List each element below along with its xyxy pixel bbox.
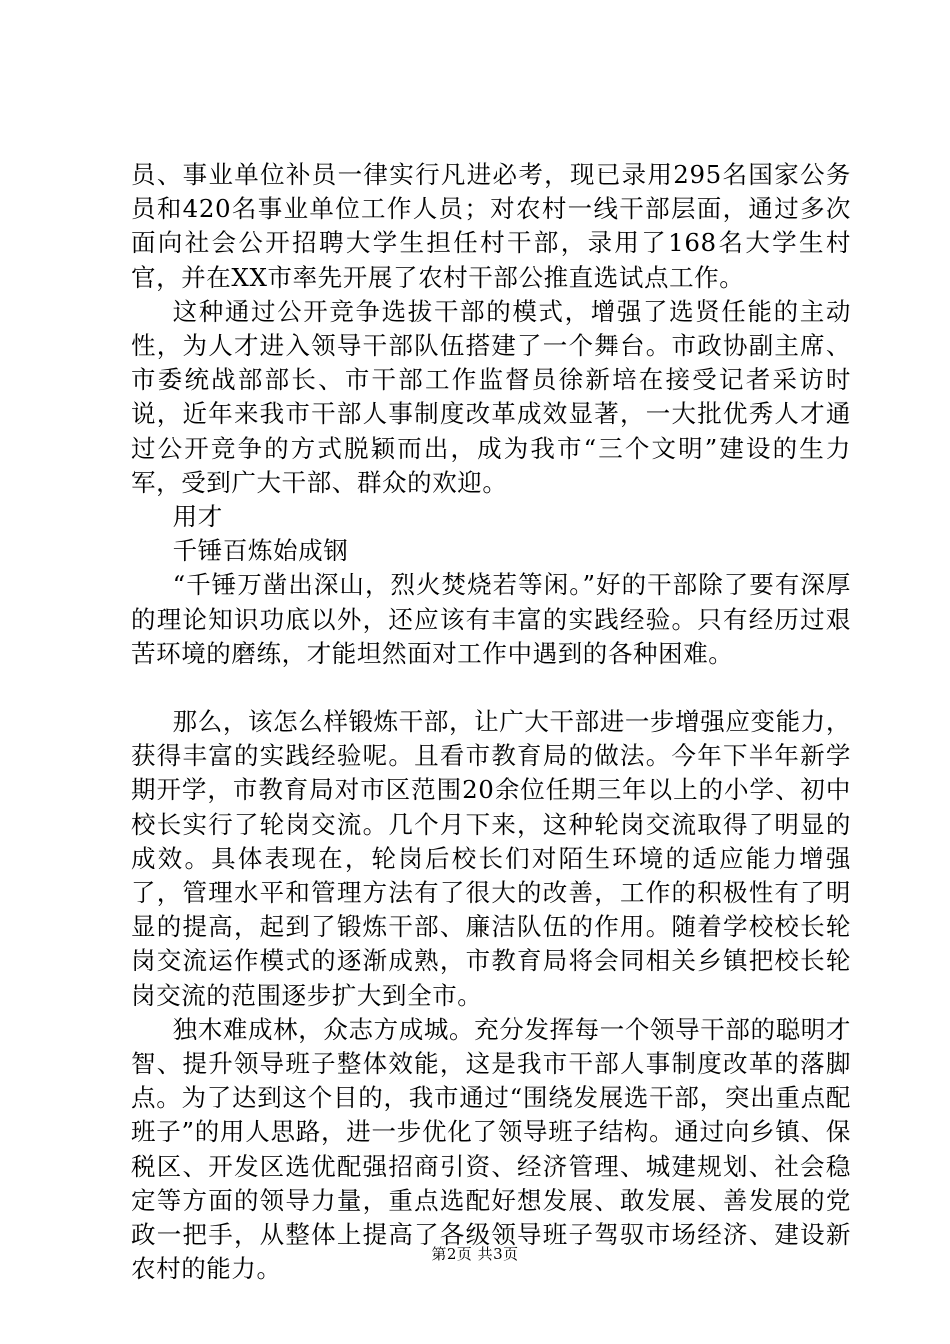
section-subheading: 千锤百炼始成钢 <box>172 536 349 566</box>
paragraph-open-competition: 这种通过公开竞争选拔干部的模式，增强了选贤任能的主动性，为人才进入领导干部队伍搭建了一个舞台。市政协副主席、市委统战部部长、市干部工作监督员徐新培在接受记者采访时说，近年来我市干部人事制度改革成效显著，一大批优秀人才通过公开竞争的方式脱颖而出，成为我市“三个文明”建设的生力军，受到广大干部、群众的欢迎。 <box>131 296 851 497</box>
paragraph-principal-rotation: 那么，该怎么样锻炼干部，让广大干部进一步增强应变能力，获得丰富的实践经验呢。且看市教育局的做法。今年下半年新学期开学，市教育局对市区范围20余位任期三年以上的小学、初中校长实行了轮岗交流。几个月下来，这种轮岗交流取得了明显的成效。具体表现在，轮岗后校长们对陌生环境的适应能力增强了，管理水平和管理方法有了很大的改善，工作的积极性有了明显的提高，起到了锻炼干部、廉洁队伍的作用。随着学校校长轮岗交流运作模式的逐渐成熟，市教育局将会同相关乡镇把校长轮岗交流的范围逐步扩大到全市。 <box>131 707 851 1010</box>
paragraph-recruitment-continued: 员、事业单位补员一律实行凡进必考，现已录用295名国家公务员和420名事业单位工作人员；对农村一线干部层面，通过多次面向社会公开招聘大学生担任村干部，录用了168名大学生村官，并在XX市率先开展了农村干部公推直选试点工作。 <box>131 160 851 292</box>
paragraph-practice-experience: “千锤万凿出深山，烈火焚烧若等闲。”好的干部除了要有深厚的理论知识功底以外，还应该有丰富的实践经验。只有经历过艰苦环境的磨练，才能坦然面对工作中遇到的各种困难。 <box>131 570 851 668</box>
document-body <box>131 158 851 1287</box>
page-footer: 第2页 共3页 <box>431 1245 519 1263</box>
paragraph-leadership-team: 独木难成林，众志方成城。充分发挥每一个领导干部的聪明才智、提升领导班子整体效能，这是我市干部人事制度改革的落脚点。为了达到这个目的，我市通过“围绕发展选干部，突出重点配班子”的用人思路，进一步优化了领导班子结构。通过向乡镇、保税区、开发区选优配强招商引资、经济管理、城建规划、社会稳定等方面的领导力量，重点选配好想发展、敢发展、善发展的党政一把手，从整体上提高了各级领导班子驾驭市场经济、建设新农村的能力。 <box>131 1014 851 1284</box>
section-heading-yongcai: 用才 <box>172 502 223 532</box>
